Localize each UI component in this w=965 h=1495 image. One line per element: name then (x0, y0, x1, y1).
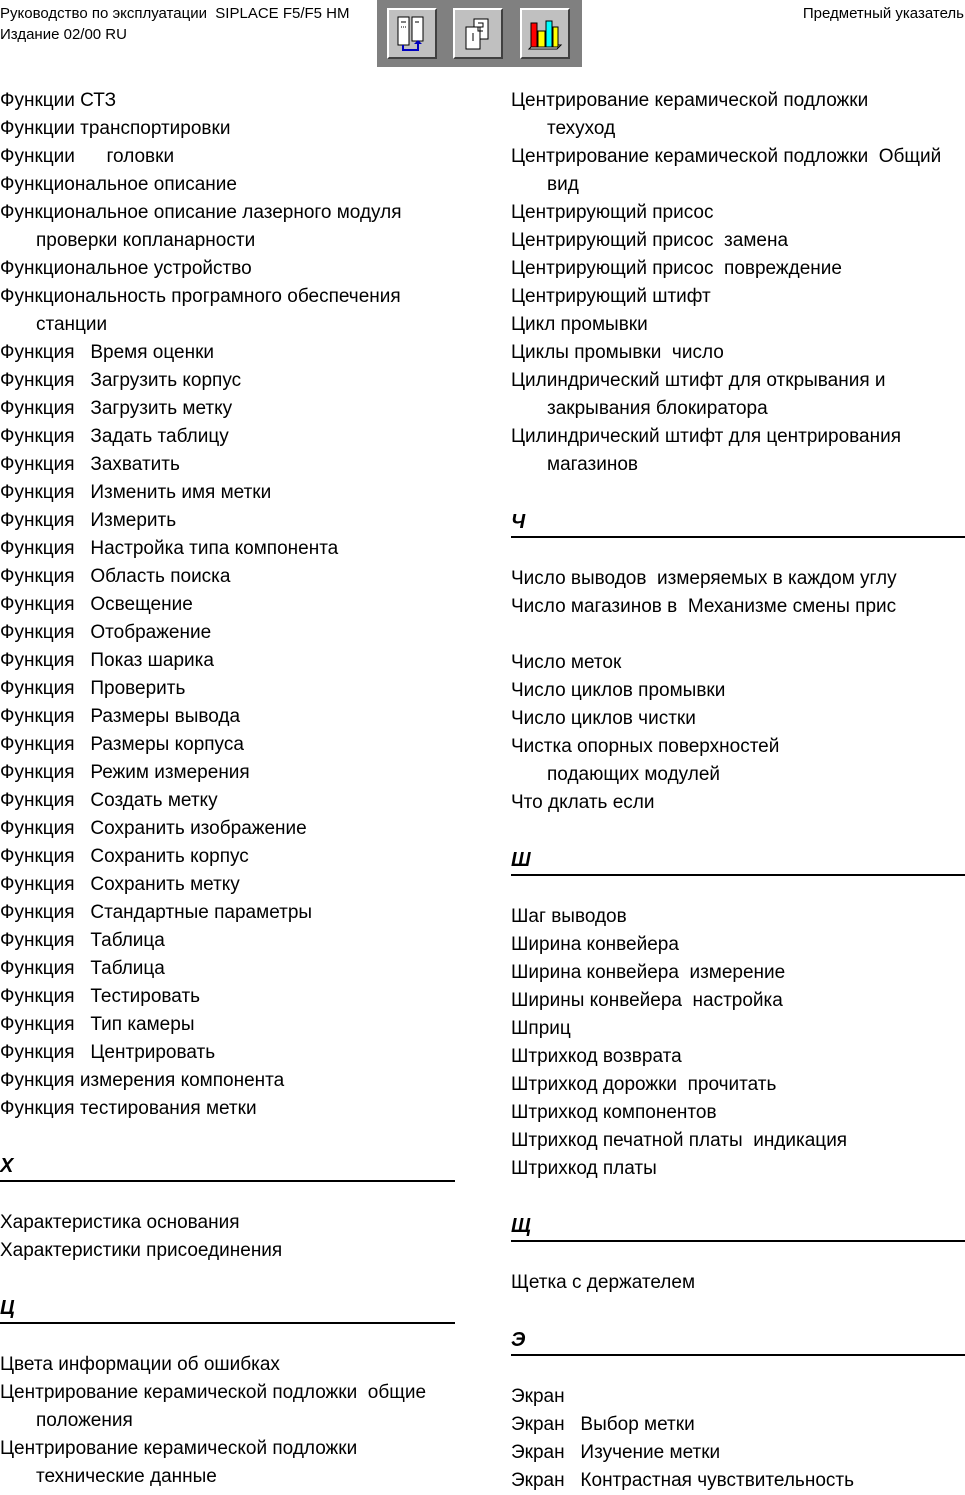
index-entry[interactable]: Цилиндрический штифт для открывания и (511, 370, 886, 391)
index-entry-continuation[interactable]: вид (547, 174, 579, 195)
index-entry[interactable]: Цвета информации об ошибках (0, 1354, 280, 1375)
index-entry[interactable]: Шприц (511, 1018, 571, 1039)
section-divider (511, 1240, 965, 1242)
index-entry[interactable]: Центрирующий присос (511, 202, 714, 223)
index-entry[interactable]: Функции транспортировки (0, 118, 231, 139)
index-entry[interactable]: Центрирующий штифт (511, 286, 711, 307)
index-entry[interactable]: Функция Отображение (0, 622, 212, 643)
section-title: Предметный указатель (802, 5, 964, 22)
index-entry[interactable]: Штрихкод печатной платы индикация (511, 1130, 848, 1151)
index-entry[interactable]: Характеристика основания (0, 1212, 240, 1233)
index-entry[interactable]: Функция Задать таблицу (0, 426, 229, 447)
section-header (511, 1297, 965, 1383)
index-entry-continuation[interactable]: магазинов (547, 454, 638, 475)
index-column-left (0, 87, 455, 1491)
index-entry[interactable]: Ширины конвейера настройка (511, 990, 783, 1011)
index-entry[interactable]: Центрирование керамической подложки общие (0, 1382, 427, 1403)
index-entry[interactable]: Функция измерения компонента (0, 1070, 285, 1091)
index-entry[interactable]: Штрихкод дорожки прочитать (511, 1074, 777, 1095)
section-divider (511, 874, 965, 876)
index-entry[interactable]: Центрирование керамической подложки (0, 1438, 358, 1459)
section-letter: Х (0, 1155, 14, 1177)
index-entry[interactable]: Штрихкод платы (511, 1158, 657, 1179)
index-entry[interactable]: Число меток (511, 652, 622, 673)
index-entry[interactable]: Функция Таблица (0, 958, 165, 979)
index-entry[interactable]: Функциональное устройство (0, 258, 252, 279)
index-entry[interactable]: Функция Сохранить изображение (0, 818, 307, 839)
manual-name: Руководство по эксплуатации (0, 5, 207, 22)
index-entry-continuation[interactable]: станции (36, 314, 108, 335)
index-column-right (511, 87, 965, 1495)
library-button[interactable] (520, 8, 570, 59)
index-entry[interactable]: Число выводов измеряемых в каждом углу (511, 568, 897, 589)
page-jump-button[interactable] (453, 8, 503, 59)
section-divider (511, 536, 965, 538)
index-entry[interactable]: Функция Захватить (0, 454, 180, 475)
manual-title (0, 3, 350, 24)
index-entry[interactable]: Штрихкод возврата (511, 1046, 682, 1067)
index-entry[interactable]: Шаг выводов (511, 906, 627, 927)
index-entry[interactable]: Чистка опорных поверхностей (511, 736, 780, 757)
index-entry-continuation[interactable]: проверки копланарности (36, 230, 256, 251)
index-entry[interactable]: Функция Проверить (0, 678, 186, 699)
section-divider (0, 1180, 455, 1182)
index-entry[interactable]: Функция Стандартные параметры (0, 902, 313, 923)
index-entry[interactable]: Функция Тип камеры (0, 1014, 195, 1035)
section-header (511, 1183, 965, 1269)
index-entry-continuation[interactable]: технические данные (36, 1466, 217, 1487)
index-entry[interactable]: Функция Освещение (0, 594, 193, 615)
index-entry[interactable]: Экран Выбор метки (511, 1414, 695, 1435)
section-header (511, 817, 965, 903)
index-entry[interactable]: Функция Загрузить корпус (0, 370, 242, 391)
index-entry[interactable]: Щетка с держателем (511, 1272, 696, 1293)
index-entry-continuation[interactable]: положения (36, 1410, 133, 1431)
index-entry-continuation[interactable]: закрывания блокиратора (547, 398, 768, 419)
index-entry[interactable]: Функциональное описание (0, 174, 237, 195)
page-jump-icon (458, 13, 498, 55)
section-letter: Ч (511, 511, 526, 533)
section-header (511, 479, 965, 565)
section-letter: Ц (0, 1297, 15, 1319)
index-entry[interactable]: Центрирование керамической подложки (511, 90, 869, 111)
index-entry[interactable]: Функция Создать метку (0, 790, 218, 811)
index-entry[interactable]: Ширина конвейера измерение (511, 962, 786, 983)
section-divider (0, 1322, 455, 1324)
edition: Издание 02/00 RU (0, 26, 127, 43)
section-letter: Э (511, 1329, 526, 1351)
index-entry[interactable]: Функция Сохранить корпус (0, 846, 249, 867)
index-entry[interactable]: Характеристики присоединения (0, 1240, 283, 1261)
product-name: SIPLACE F5/F5 HM (215, 5, 350, 22)
index-entry[interactable]: Центрирующий присос замена (511, 230, 789, 251)
index-entry[interactable]: Экран (511, 1386, 565, 1407)
index-entry[interactable]: Функция тестирования метки (0, 1098, 257, 1119)
section-header (0, 1265, 455, 1351)
index-entry-continuation[interactable]: подающих модулей (547, 764, 721, 785)
section-letter: Щ (511, 1215, 531, 1237)
index-entry[interactable]: Что дклать если (511, 792, 655, 813)
index-entry[interactable]: Центрирующий присос повреждение (511, 258, 842, 279)
index-entry[interactable]: Функция Размеры вывода (0, 706, 241, 727)
index-entry[interactable]: Функции головки (0, 146, 175, 167)
index-entry[interactable]: Функция Сохранить метку (0, 874, 240, 895)
index-entry[interactable]: Функция Изменить имя метки (0, 482, 272, 503)
index-entry[interactable]: Функция Таблица (0, 930, 165, 951)
index-entry[interactable]: Функция Режим измерения (0, 762, 250, 783)
index-entry[interactable]: Центрирование керамической подложки Общий (511, 146, 942, 167)
index-entry[interactable]: Экран Изучение метки (511, 1442, 721, 1463)
index-entry[interactable]: Число циклов промывки (511, 680, 726, 701)
index-entry[interactable]: Функция Центрировать (0, 1042, 216, 1063)
index-entry[interactable]: Цикл промывки (511, 314, 648, 335)
index-entry[interactable]: Функция Тестировать (0, 986, 201, 1007)
library-icon (525, 13, 565, 55)
section-header (0, 1123, 455, 1209)
section-letter: Ш (511, 849, 531, 871)
index-entry[interactable]: Функция Загрузить метку (0, 398, 233, 419)
index-entry[interactable]: Число циклов чистки (511, 708, 696, 729)
section-divider (511, 1354, 965, 1356)
index-entry[interactable]: Циклы промывки число (511, 342, 724, 363)
contents-icon (392, 13, 432, 55)
index-entry[interactable]: Функциональность програмного обеспечения (0, 286, 401, 307)
index-entry[interactable]: Экран Контрастная чувствительность (511, 1470, 854, 1491)
index-entry[interactable]: Штрихкод компонентов (511, 1102, 717, 1123)
index-entry[interactable]: Функция Область поиска (0, 566, 231, 587)
contents-button[interactable] (387, 8, 437, 59)
index-entry[interactable]: Цилиндрический штифт для центрирования (511, 426, 901, 447)
index-entry-continuation[interactable]: техуход (547, 118, 616, 139)
index-entry[interactable]: Функция Настройка типа компонента (0, 538, 339, 559)
index-entry[interactable]: Функциональное описание лазерного модуля (0, 202, 402, 223)
index-entry[interactable]: Число магазинов в Механизме смены прис (511, 596, 897, 617)
blank-line (511, 621, 965, 649)
index-entry[interactable]: Функции СТЗ (0, 90, 117, 111)
navigation-toolbar (377, 0, 582, 67)
index-entry[interactable]: Функция Измерить (0, 510, 177, 531)
index-entry[interactable]: Функция Показ шарика (0, 650, 214, 671)
index-entry[interactable]: Ширина конвейера (511, 934, 679, 955)
index-entry[interactable]: Функция Время оценки (0, 342, 215, 363)
index-entry[interactable]: Функция Размеры корпуса (0, 734, 244, 755)
